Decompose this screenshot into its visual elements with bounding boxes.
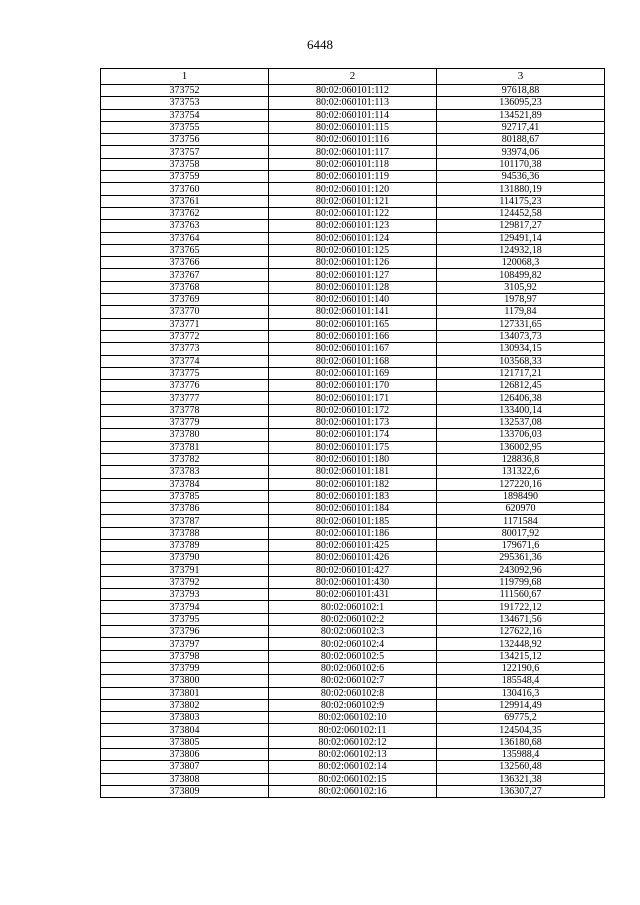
- table-row: [101, 269, 605, 281]
- cadastral-number-cell: 80:02:060101:114: [269, 109, 437, 121]
- value-cell: 132537,08: [437, 417, 605, 429]
- cadastral-number-cell: 80:02:060102:3: [269, 626, 437, 638]
- cadastral-number-cell: 80:02:060101:127: [269, 269, 437, 281]
- row-number-cell: 373759: [101, 171, 269, 183]
- row-number-cell: 373752: [101, 85, 269, 97]
- table-row: [101, 613, 605, 625]
- row-number-cell: 373772: [101, 330, 269, 342]
- table-row: [101, 355, 605, 367]
- row-number-cell: 373789: [101, 539, 269, 551]
- value-cell: 94536,36: [437, 171, 605, 183]
- row-number-cell: 373777: [101, 392, 269, 404]
- row-number-cell: 373765: [101, 244, 269, 256]
- row-number-cell: 373776: [101, 380, 269, 392]
- value-cell: 132448,92: [437, 638, 605, 650]
- cadastral-number-cell: 80:02:060101:165: [269, 318, 437, 330]
- row-number-cell: 373753: [101, 97, 269, 109]
- row-number-cell: 373757: [101, 146, 269, 158]
- row-number-cell: 373801: [101, 687, 269, 699]
- row-number-cell: 373762: [101, 207, 269, 219]
- value-cell: 136095,23: [437, 97, 605, 109]
- value-cell: 108499,82: [437, 269, 605, 281]
- table-row: [101, 687, 605, 699]
- table-row: [101, 380, 605, 392]
- cadastral-number-cell: 80:02:060102:14: [269, 761, 437, 773]
- table-row: [101, 712, 605, 724]
- value-cell: 134521,89: [437, 109, 605, 121]
- table-row: [101, 736, 605, 748]
- value-cell: 93974,06: [437, 146, 605, 158]
- value-cell: 134073,73: [437, 330, 605, 342]
- table-body: [101, 85, 605, 798]
- row-number-cell: 373773: [101, 343, 269, 355]
- row-number-cell: 373774: [101, 355, 269, 367]
- cadastral-number-cell: 80:02:060101:427: [269, 564, 437, 576]
- value-cell: 127220,16: [437, 478, 605, 490]
- value-cell: 126812,45: [437, 380, 605, 392]
- value-cell: 131322,6: [437, 466, 605, 478]
- value-cell: 131880,19: [437, 183, 605, 195]
- row-number-cell: 373785: [101, 490, 269, 502]
- table-row: [101, 490, 605, 502]
- row-number-cell: 373786: [101, 503, 269, 515]
- value-cell: 191722,12: [437, 601, 605, 613]
- table-row: [101, 171, 605, 183]
- row-number-cell: 373787: [101, 515, 269, 527]
- table-row: [101, 638, 605, 650]
- value-cell: 111560,67: [437, 589, 605, 601]
- value-cell: 620970: [437, 503, 605, 515]
- table-row: [101, 552, 605, 564]
- value-cell: 129914,49: [437, 699, 605, 711]
- table-row: [101, 601, 605, 613]
- table-row: [101, 220, 605, 232]
- cadastral-number-cell: 80:02:060101:171: [269, 392, 437, 404]
- table-row: [101, 146, 605, 158]
- value-cell: 80188,67: [437, 134, 605, 146]
- cadastral-number-cell: 80:02:060102:11: [269, 724, 437, 736]
- cadastral-number-cell: 80:02:060101:116: [269, 134, 437, 146]
- table-row: [101, 429, 605, 441]
- cadastral-number-cell: 80:02:060102:16: [269, 785, 437, 797]
- row-number-cell: 373788: [101, 527, 269, 539]
- column-header-1: 1: [101, 69, 269, 85]
- row-number-cell: 373796: [101, 626, 269, 638]
- row-number-cell: 373804: [101, 724, 269, 736]
- cadastral-number-cell: 80:02:060101:170: [269, 380, 437, 392]
- row-number-cell: 373778: [101, 404, 269, 416]
- row-number-cell: 373791: [101, 564, 269, 576]
- cadastral-number-cell: 80:02:060102:5: [269, 650, 437, 662]
- value-cell: 179671,6: [437, 539, 605, 551]
- cadastral-number-cell: 80:02:060101:181: [269, 466, 437, 478]
- value-cell: 295361,36: [437, 552, 605, 564]
- cadastral-number-cell: 80:02:060101:184: [269, 503, 437, 515]
- table-row: [101, 650, 605, 662]
- cadastral-number-cell: 80:02:060102:2: [269, 613, 437, 625]
- table-row: [101, 662, 605, 674]
- value-cell: 136321,38: [437, 773, 605, 785]
- cadastral-number-cell: 80:02:060102:15: [269, 773, 437, 785]
- row-number-cell: 373781: [101, 441, 269, 453]
- row-number-cell: 373782: [101, 453, 269, 465]
- table-row: [101, 306, 605, 318]
- cadastral-number-cell: 80:02:060101:183: [269, 490, 437, 502]
- table-row: [101, 207, 605, 219]
- row-number-cell: 373803: [101, 712, 269, 724]
- value-cell: 129491,14: [437, 232, 605, 244]
- value-cell: 128836,8: [437, 453, 605, 465]
- cadastral-number-cell: 80:02:060101:182: [269, 478, 437, 490]
- cadastral-number-cell: 80:02:060101:167: [269, 343, 437, 355]
- table-header: [101, 69, 605, 85]
- cadastral-number-cell: 80:02:060101:120: [269, 183, 437, 195]
- table-row: [101, 195, 605, 207]
- cadastral-number-cell: 80:02:060101:140: [269, 294, 437, 306]
- cadastral-number-cell: 80:02:060101:119: [269, 171, 437, 183]
- cadastral-number-cell: 80:02:060101:117: [269, 146, 437, 158]
- cadastral-number-cell: 80:02:060101:115: [269, 121, 437, 133]
- row-number-cell: 373754: [101, 109, 269, 121]
- row-number-cell: 373763: [101, 220, 269, 232]
- value-cell: 1179,84: [437, 306, 605, 318]
- table-row: [101, 183, 605, 195]
- value-cell: 121717,21: [437, 367, 605, 379]
- table-row: [101, 343, 605, 355]
- value-cell: 136307,27: [437, 785, 605, 797]
- table-row: [101, 121, 605, 133]
- table-row: [101, 785, 605, 797]
- table-row: [101, 318, 605, 330]
- row-number-cell: 373794: [101, 601, 269, 613]
- value-cell: 136002,95: [437, 441, 605, 453]
- cadastral-number-cell: 80:02:060101:168: [269, 355, 437, 367]
- table-row: [101, 441, 605, 453]
- table-row: [101, 244, 605, 256]
- row-number-cell: 373770: [101, 306, 269, 318]
- cadastral-number-cell: 80:02:060101:113: [269, 97, 437, 109]
- cadastral-number-cell: 80:02:060102:6: [269, 662, 437, 674]
- value-cell: 97618,88: [437, 85, 605, 97]
- row-number-cell: 373790: [101, 552, 269, 564]
- value-cell: 101170,38: [437, 158, 605, 170]
- row-number-cell: 373784: [101, 478, 269, 490]
- table-row: [101, 626, 605, 638]
- cadastral-number-cell: 80:02:060101:125: [269, 244, 437, 256]
- value-cell: 127622,16: [437, 626, 605, 638]
- value-cell: 122190,6: [437, 662, 605, 674]
- value-cell: 1978,97: [437, 294, 605, 306]
- cadastral-number-cell: 80:02:060102:7: [269, 675, 437, 687]
- value-cell: 69775,2: [437, 712, 605, 724]
- cadastral-number-cell: 80:02:060102:4: [269, 638, 437, 650]
- row-number-cell: 373807: [101, 761, 269, 773]
- table-row: [101, 294, 605, 306]
- table-row: [101, 158, 605, 170]
- value-cell: 120068,3: [437, 257, 605, 269]
- value-cell: 185548,4: [437, 675, 605, 687]
- value-cell: 134671,56: [437, 613, 605, 625]
- row-number-cell: 373792: [101, 576, 269, 588]
- cadastral-number-cell: 80:02:060101:172: [269, 404, 437, 416]
- row-number-cell: 373783: [101, 466, 269, 478]
- cadastral-number-cell: 80:02:060101:122: [269, 207, 437, 219]
- row-number-cell: 373769: [101, 294, 269, 306]
- row-number-cell: 373758: [101, 158, 269, 170]
- value-cell: 126406,38: [437, 392, 605, 404]
- cadastral-number-cell: 80:02:060101:126: [269, 257, 437, 269]
- cadastral-number-cell: 80:02:060101:431: [269, 589, 437, 601]
- cadastral-number-cell: 80:02:060101:121: [269, 195, 437, 207]
- table-row: [101, 109, 605, 121]
- table-row: [101, 404, 605, 416]
- value-cell: 130934,15: [437, 343, 605, 355]
- table-row: [101, 675, 605, 687]
- table-row: [101, 453, 605, 465]
- table-row: [101, 392, 605, 404]
- row-number-cell: 373798: [101, 650, 269, 662]
- value-cell: 119799,68: [437, 576, 605, 588]
- value-cell: 3105,92: [437, 281, 605, 293]
- cadastral-number-cell: 80:02:060102:1: [269, 601, 437, 613]
- table-row: [101, 773, 605, 785]
- table-row: [101, 761, 605, 773]
- value-cell: 133400,14: [437, 404, 605, 416]
- cadastral-number-cell: 80:02:060101:166: [269, 330, 437, 342]
- table-row: [101, 367, 605, 379]
- value-cell: 132560,48: [437, 761, 605, 773]
- row-number-cell: 373809: [101, 785, 269, 797]
- table-row: [101, 232, 605, 244]
- value-cell: 92717,41: [437, 121, 605, 133]
- row-number-cell: 373766: [101, 257, 269, 269]
- row-number-cell: 373802: [101, 699, 269, 711]
- value-cell: 114175,23: [437, 195, 605, 207]
- cadastral-number-cell: 80:02:060101:180: [269, 453, 437, 465]
- cadastral-number-cell: 80:02:060101:185: [269, 515, 437, 527]
- row-number-cell: 373764: [101, 232, 269, 244]
- row-number-cell: 373780: [101, 429, 269, 441]
- value-cell: 124452,58: [437, 207, 605, 219]
- column-header-2: 2: [269, 69, 437, 85]
- cadastral-number-cell: 80:02:060101:425: [269, 539, 437, 551]
- value-cell: 130416,3: [437, 687, 605, 699]
- value-cell: 134215,12: [437, 650, 605, 662]
- row-number-cell: 373756: [101, 134, 269, 146]
- cadastral-number-cell: 80:02:060101:112: [269, 85, 437, 97]
- row-number-cell: 373761: [101, 195, 269, 207]
- value-cell: 136180,68: [437, 736, 605, 748]
- cadastral-number-cell: 80:02:060101:123: [269, 220, 437, 232]
- value-cell: 133706,03: [437, 429, 605, 441]
- cadastral-number-cell: 80:02:060101:186: [269, 527, 437, 539]
- cadastral-number-cell: 80:02:060101:174: [269, 429, 437, 441]
- table-row: [101, 478, 605, 490]
- cadastral-number-cell: 80:02:060101:175: [269, 441, 437, 453]
- row-number-cell: 373768: [101, 281, 269, 293]
- value-cell: 103568,33: [437, 355, 605, 367]
- table-row: [101, 134, 605, 146]
- table-row: [101, 576, 605, 588]
- table-row: [101, 503, 605, 515]
- table-row: [101, 97, 605, 109]
- cadastral-number-cell: 80:02:060101:430: [269, 576, 437, 588]
- cadastral-number-cell: 80:02:060101:141: [269, 306, 437, 318]
- value-cell: 127331,65: [437, 318, 605, 330]
- row-number-cell: 373771: [101, 318, 269, 330]
- table-row: [101, 466, 605, 478]
- value-cell: 124932,18: [437, 244, 605, 256]
- value-cell: 1171584: [437, 515, 605, 527]
- row-number-cell: 373775: [101, 367, 269, 379]
- cadastral-number-cell: 80:02:060101:173: [269, 417, 437, 429]
- table-row: [101, 589, 605, 601]
- cadastral-value-table: [100, 68, 605, 798]
- value-cell: 124504,35: [437, 724, 605, 736]
- table-row: [101, 85, 605, 97]
- value-cell: 1898490: [437, 490, 605, 502]
- row-number-cell: 373806: [101, 749, 269, 761]
- cadastral-number-cell: 80:02:060102:8: [269, 687, 437, 699]
- table-row: [101, 724, 605, 736]
- table-row: [101, 417, 605, 429]
- cadastral-number-cell: 80:02:060101:169: [269, 367, 437, 379]
- cadastral-number-cell: 80:02:060102:12: [269, 736, 437, 748]
- cadastral-number-cell: 80:02:060101:426: [269, 552, 437, 564]
- table-row: [101, 330, 605, 342]
- cadastral-number-cell: 80:02:060101:124: [269, 232, 437, 244]
- row-number-cell: 373767: [101, 269, 269, 281]
- cadastral-number-cell: 80:02:060102:13: [269, 749, 437, 761]
- row-number-cell: 373808: [101, 773, 269, 785]
- row-number-cell: 373755: [101, 121, 269, 133]
- column-header-3: 3: [437, 69, 605, 85]
- value-cell: 243092,96: [437, 564, 605, 576]
- cadastral-number-cell: 80:02:060101:128: [269, 281, 437, 293]
- header-row: [101, 69, 605, 85]
- value-cell: 80017,92: [437, 527, 605, 539]
- cadastral-number-cell: 80:02:060101:118: [269, 158, 437, 170]
- cadastral-number-cell: 80:02:060102:10: [269, 712, 437, 724]
- value-cell: 129817,27: [437, 220, 605, 232]
- table-row: [101, 749, 605, 761]
- table-row: [101, 539, 605, 551]
- table-row: [101, 699, 605, 711]
- table-row: [101, 564, 605, 576]
- table-row: [101, 281, 605, 293]
- table-row: [101, 527, 605, 539]
- row-number-cell: 373779: [101, 417, 269, 429]
- row-number-cell: 373760: [101, 183, 269, 195]
- page-number: 6448: [307, 37, 333, 52]
- row-number-cell: 373797: [101, 638, 269, 650]
- row-number-cell: 373795: [101, 613, 269, 625]
- cadastral-number-cell: 80:02:060102:9: [269, 699, 437, 711]
- row-number-cell: 373800: [101, 675, 269, 687]
- table-row: [101, 515, 605, 527]
- table-row: [101, 257, 605, 269]
- row-number-cell: 373793: [101, 589, 269, 601]
- row-number-cell: 373799: [101, 662, 269, 674]
- row-number-cell: 373805: [101, 736, 269, 748]
- value-cell: 135988,4: [437, 749, 605, 761]
